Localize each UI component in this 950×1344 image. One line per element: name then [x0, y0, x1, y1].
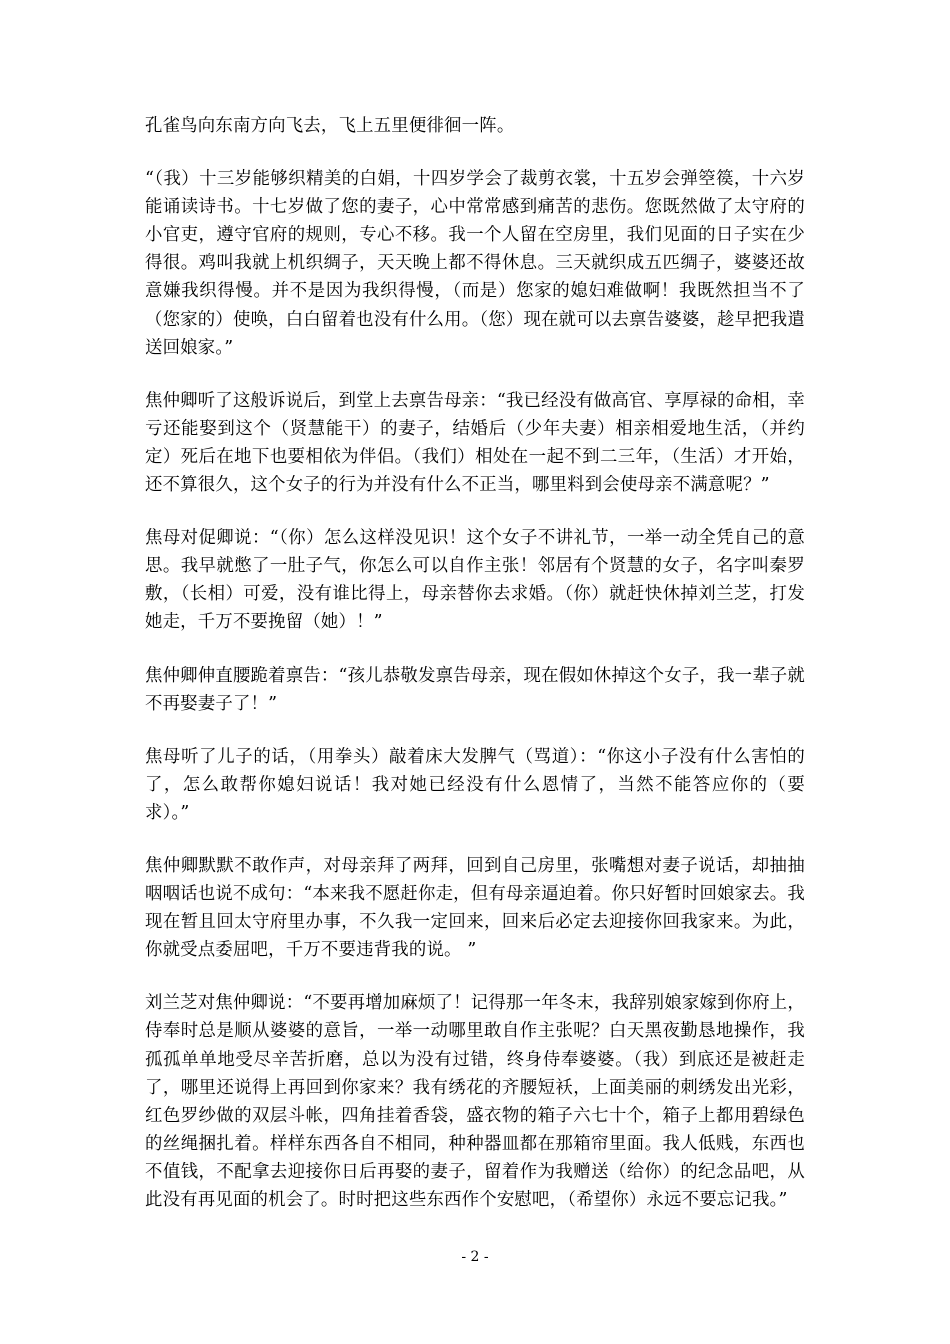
paragraph-4: 焦母对促卿说：“（你）怎么这样没见识！这个女子不讲礼节，一举一动全凭自己的意思。我早就憋了一肚子气，你怎么可以自作主张！邻居有个贤慧的女子，名字叫秦罗敷，（长相）可爱，没有谁比得上，母亲替你去求婚。（你）就赶快休掉刘兰芝，打发她走，千万不要挽留（她）！” — [145, 528, 805, 633]
document-body — [145, 112, 805, 1239]
paragraph-5: 焦仲卿伸直腰跪着禀告：“孩儿恭敬发禀告母亲，现在假如休掉这个女子，我一辈子就不再娶妻子了！” — [145, 665, 805, 714]
paragraph-2: “（我）十三岁能够织精美的白娟，十四岁学会了裁剪衣裳，十五岁会弹箜篌，十六岁能诵读诗书。十七岁做了您的妻子，心中常常感到痛苦的悲伤。您既然做了太守府的小官吏，遵守官府的规则，专心不移。我一个人留在空房里，我们见面的日子实在少得很。鸡叫我就上机织绸子，天天晚上都不得休息。三天就织成五匹绸子，婆婆还故意嫌我织得慢。并不是因为我织得慢，（而是）您家的媳妇难做啊！我既然担当不了（您家的）使唤，白白留着也没有什么用。（您）现在就可以去禀告婆婆，趁早把我遣送回娘家。” — [145, 169, 805, 358]
paragraph-3: 焦仲卿听了这般诉说后，到堂上去禀告母亲：“我已经没有做高官、享厚禄的命相，幸亏还能娶到这个（贤慧能干）的妻子，结婚后（少年夫妻）相亲相爱地生活，（并约定）死后在地下也要相依为伴侣。（我们）相处在一起不到二三年，（生活）才开始，还不算很久，这个女子的行为并没有什么不正当，哪里料到会使母亲不满意呢？” — [145, 390, 805, 496]
paragraph-1: 孔雀鸟向东南方向飞去，飞上五里便徘徊一阵。 — [145, 116, 515, 136]
page-number: - 2 - — [461, 1249, 489, 1265]
paragraph-8: 刘兰芝对焦仲卿说：“不要再增加麻烦了！记得那一年冬末，我辞别娘家嫁到你府上，侍奉时总是顺从婆婆的意旨，一举一动哪里敢自作主张呢？白天黑夜勤恳地操作，我孤孤单单地受尽辛苦折磨，总以为没有过错，终身侍奉婆婆。（我）到底还是被赶走了，哪里还说得上再回到你家来？我有绣花的齐腰短袄，上面美丽的刺绣发出光彩，红色罗纱做的双层斗帐，四角挂着香袋，盛衣物的箱子六七十个，箱子上都用碧绿色的丝绳捆扎着。样样东西各自不相同，种种器皿都在那箱帘里面。我人低贱，东西也不值钱，不配拿去迎接你日后再娶的妻子，留着作为我赠送（给你）的纪念品吧，从此没有再见面的机会了。时时把这些东西作个安慰吧，（希望你）永远不要忘记我。” — [145, 993, 805, 1210]
paragraph-7: 焦仲卿默默不敢作声，对母亲拜了两拜，回到自己房里，张嘴想对妻子说话，却抽抽咽咽话也说不成句：“本来我不愿赶你走，但有母亲逼迫着。你只好暂时回娘家去。我现在暂且回太守府里办事，不久我一定回来，回来后必定去迎接你回我家来。为此，你就受点委屈吧，千万不要违背我的说。 ” — [145, 855, 805, 961]
paragraph-6: 焦母听了儿子的话，（用拳头）敲着床大发脾气（骂道）：“你这小子没有什么害怕的了，怎么敢帮你媳妇说话！我对她已经没有什么恩情了，当然不能答应你的（要求）。” — [145, 746, 805, 823]
